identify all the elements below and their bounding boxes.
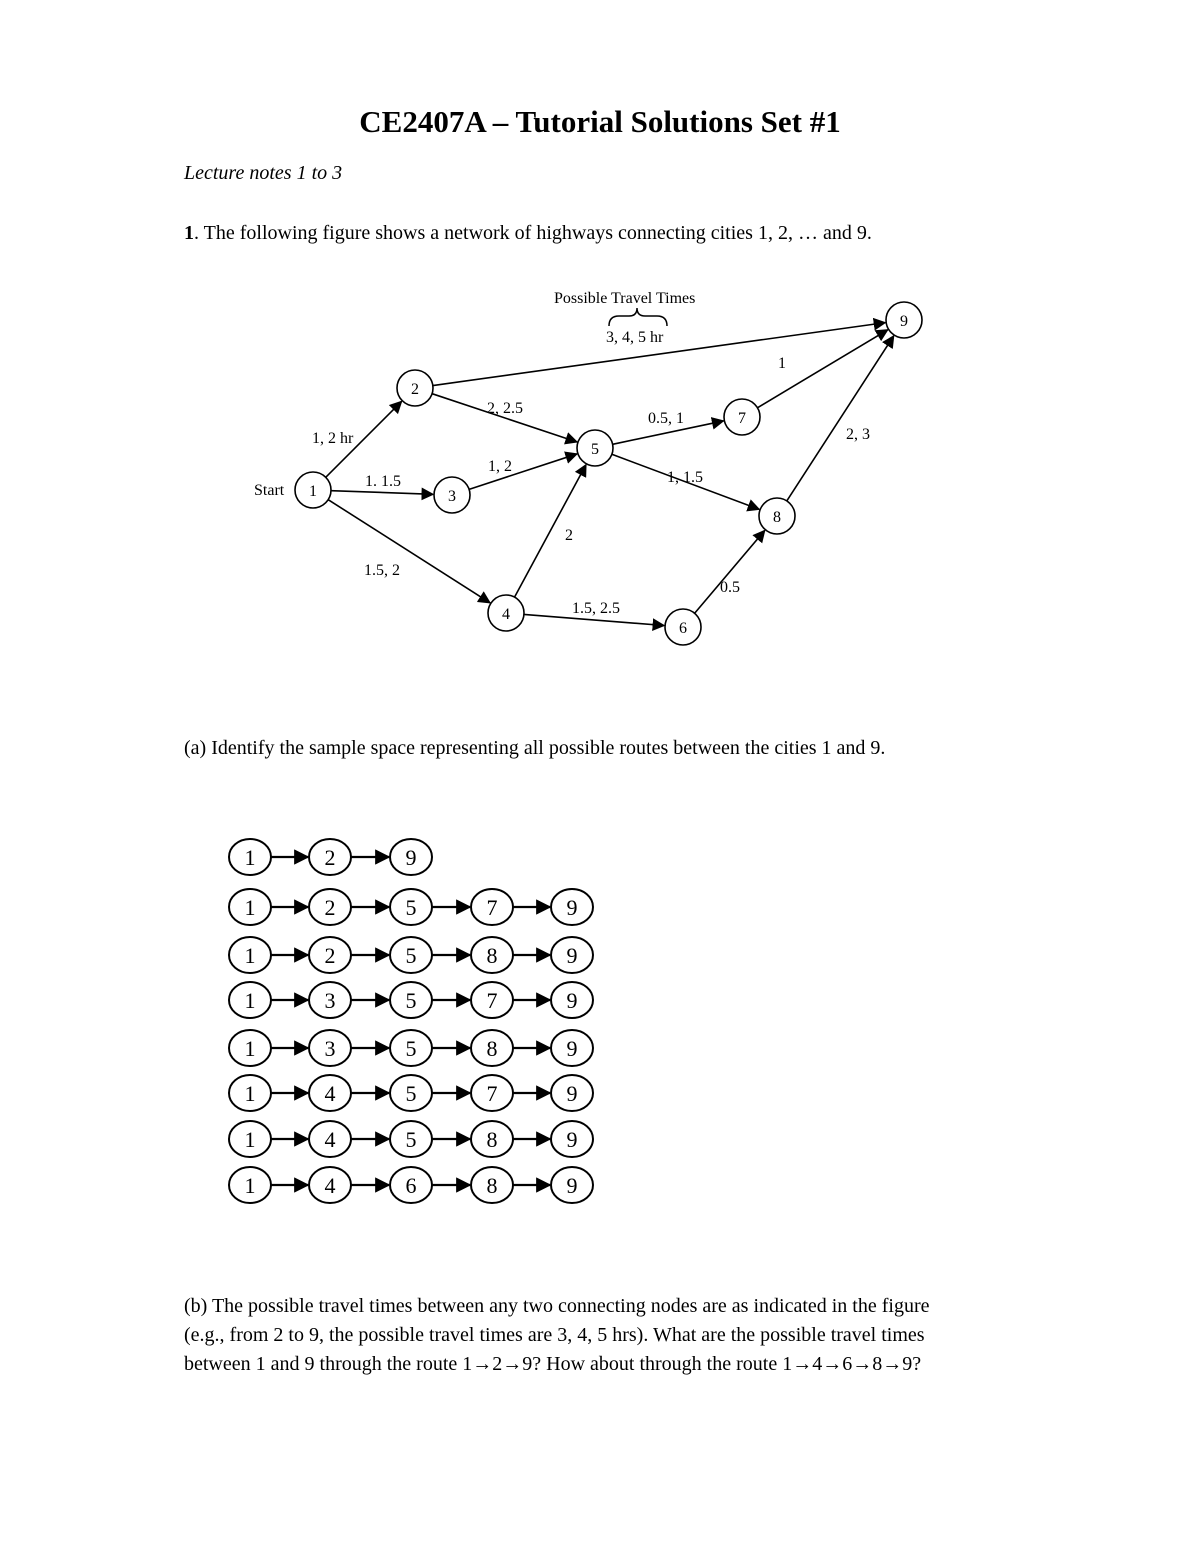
route-row	[229, 839, 432, 875]
route-node-label: 1	[244, 943, 256, 968]
page-title: CE2407A – Tutorial Solutions Set #1	[359, 104, 841, 139]
route-row	[229, 889, 593, 925]
route-node-label: 8	[486, 1127, 498, 1152]
start-label: Start	[254, 482, 285, 499]
lecture-notes-subtitle: Lecture notes 1 to 3	[184, 162, 343, 184]
edge-label-2-5: 2, 2.5	[487, 400, 523, 417]
route-node-label: 7	[486, 988, 498, 1013]
edge-label-1-2: 1, 2 hr	[312, 430, 354, 447]
route-node-label: 5	[405, 943, 417, 968]
route-node-label: 1	[244, 1081, 256, 1106]
edge-label-6-8: 0.5	[720, 579, 740, 596]
route-node-label: 7	[486, 895, 498, 920]
route-node-label: 7	[486, 1081, 498, 1106]
part-a-question: (a) Identify the sample space representing all possible routes between the cities 1 and 9.	[184, 737, 886, 759]
route-node-label: 4	[324, 1127, 336, 1152]
route-node-label: 9	[566, 1036, 578, 1061]
question-1-text: . The following figure shows a network of highways connecting cities 1, 2, … and 9.	[194, 222, 872, 244]
part-b-line: (b) The possible travel times between any two connecting nodes are as indicated in the figure	[184, 1295, 930, 1317]
route-row	[229, 1030, 593, 1066]
legend-label: Possible Travel Times	[554, 290, 696, 307]
route-node-label: 5	[405, 1127, 417, 1152]
edge-label-4-6: 1.5, 2.5	[572, 600, 620, 617]
route-node-label: 5	[405, 1081, 417, 1106]
node-label-1: 1	[309, 483, 317, 500]
route-node-label: 9	[566, 1081, 578, 1106]
part-b-line: between 1 and 9 through the route 1→2→9? How about through the route 1→4→6→8→9?	[184, 1353, 922, 1375]
route-node-label: 9	[566, 1173, 578, 1198]
route-node-label: 1	[244, 1036, 256, 1061]
route-row	[229, 982, 593, 1018]
edge-label-7-9: 1	[778, 355, 786, 372]
route-node-label: 4	[324, 1173, 336, 1198]
route-node-label: 2	[324, 895, 336, 920]
route-node-label: 3	[324, 988, 336, 1013]
route-node-label: 1	[244, 1127, 256, 1152]
node-label-7: 7	[738, 410, 746, 427]
edge-label-5-8: 1, 1.5	[667, 469, 703, 486]
edge-label-1-4: 1.5, 2	[364, 562, 400, 579]
node-label-4: 4	[502, 606, 510, 623]
edge-label-8-9: 2, 3	[846, 426, 870, 443]
edge-label-2-9: 3, 4, 5 hr	[606, 329, 664, 346]
route-node-label: 1	[244, 1173, 256, 1198]
route-node-label: 8	[486, 1173, 498, 1198]
route-node-label: 9	[566, 943, 578, 968]
route-node-label: 8	[486, 1036, 498, 1061]
route-node-label: 9	[566, 895, 578, 920]
route-node-label: 9	[405, 845, 417, 870]
route-node-label: 1	[244, 988, 256, 1013]
edge-label-4-5: 2	[565, 527, 573, 544]
route-node-label: 5	[405, 988, 417, 1013]
part-b-line: (e.g., from 2 to 9, the possible travel times are 3, 4, 5 hrs). What are the possible travel times	[184, 1324, 925, 1346]
route-node-label: 9	[566, 1127, 578, 1152]
edge-label-3-5: 1, 2	[488, 458, 512, 475]
node-label-2: 2	[411, 381, 419, 398]
edge-label-5-7: 0.5, 1	[648, 410, 684, 427]
route-row	[229, 1167, 593, 1203]
route-node-label: 1	[244, 845, 256, 870]
route-node-label: 5	[405, 895, 417, 920]
edge-label-1-3: 1. 1.5	[365, 473, 401, 490]
route-node-label: 2	[324, 845, 336, 870]
node-label-8: 8	[773, 509, 781, 526]
route-node-label: 5	[405, 1036, 417, 1061]
node-label-5: 5	[591, 441, 599, 458]
node-label-3: 3	[448, 488, 456, 505]
route-node-label: 8	[486, 943, 498, 968]
route-node-label: 9	[566, 988, 578, 1013]
route-node-label: 4	[324, 1081, 336, 1106]
node-label-6: 6	[679, 620, 687, 637]
route-row	[229, 1121, 593, 1157]
route-row	[229, 937, 593, 973]
route-row	[229, 1075, 593, 1111]
route-node-label: 6	[405, 1173, 417, 1198]
node-label-9: 9	[900, 313, 908, 330]
route-node-label: 3	[324, 1036, 336, 1061]
part-b-question	[184, 1292, 1034, 1379]
route-node-label: 2	[324, 943, 336, 968]
question-number: 1	[184, 222, 194, 244]
route-node-label: 1	[244, 895, 256, 920]
